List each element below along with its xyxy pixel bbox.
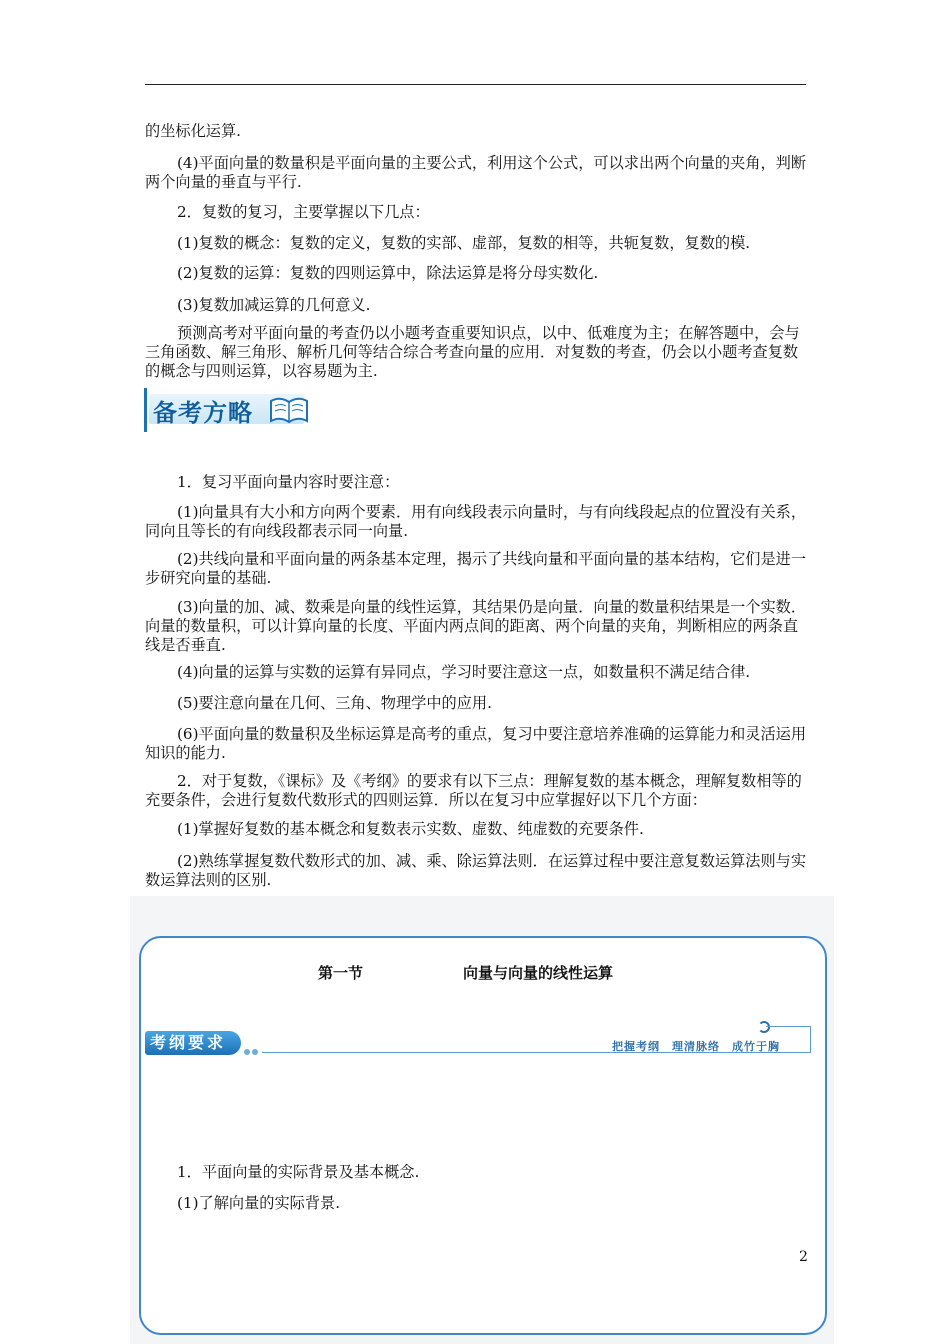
paragraph: (2)共线向量和平面向量的两条基本定理，揭示了共线向量和平面向量的基本结构，它们是进一步研究向量的基础. (145, 550, 807, 587)
paragraph: 预测高考对平面向量的考查仍以小题考查重要知识点，以中、低难度为主；在解答题中，会与三角函数、解三角形、解析几何等结合综合考查向量的应用．对复数的考查，仍会以小题考查复数的概念与四则运算，以容易题为主. (145, 324, 800, 380)
paragraph: 2．对于复数，《课标》及《考纲》的要求有以下三点：理解复数的基本概念，理解复数相等的充要条件，会进行复数代数形式的四则运算．所以在复习中应掌握好以下几个方面： (145, 772, 802, 809)
label-dots (244, 1040, 260, 1059)
paragraph: (4)向量的运算与实数的运算有异同点，学习时要注意这一点，如数量积不满足结合律. (177, 663, 751, 681)
paragraph: (3)复数加减运算的几何意义. (177, 296, 371, 314)
syllabus-slogan: 把握考纲 理清脉络 成竹于胸 (612, 1040, 780, 1053)
paragraph: (1)掌握好复数的基本概念和复数表示实数、虚数、纯虚数的充要条件. (177, 820, 644, 838)
paragraph: (6)平面向量的数量积及坐标运算是高考的重点，复习中要注意培养准确的运算能力和灵活运用知识的能力. (145, 725, 807, 762)
open-book-icon (268, 392, 310, 426)
paragraph: (1)复数的概念：复数的定义，复数的实部、虚部，复数的相等，共轭复数，复数的模. (177, 234, 751, 252)
paragraph: 1．平面向量的实际背景及基本概念. (177, 1163, 420, 1181)
section-title: 向量与向量的线性运算 (463, 964, 614, 982)
banner-title: 备考方略 (153, 399, 253, 427)
paragraph: (2)复数的运算：复数的四则运算中，除法运算是将分母实数化. (177, 264, 599, 282)
paragraph: 1．复习平面向量内容时要注意： (177, 473, 400, 491)
paragraph: (2)熟练掌握复数代数形式的加、减、乘、除运算法则．在运算过程中要注意复数运算法则与实数运算法则的区别. (145, 852, 807, 889)
syllabus-label: 考纲要求 (145, 1031, 241, 1055)
strategy-banner (144, 386, 314, 434)
header-rule (145, 84, 806, 85)
banner-accent-bar (144, 388, 147, 432)
paragraph: (5)要注意向量在几何、三角、物理学中的应用. (177, 694, 492, 712)
paragraph: 的坐标化运算. (145, 122, 241, 140)
paragraph: (1)向量具有大小和方向两个要素．用有向线段表示向量时，与有向线段起点的位置没有关系，同向且等长的有向线段都表示同一向量. (145, 503, 807, 540)
paragraph: (4)平面向量的数量积是平面向量的主要公式，利用这个公式，可以求出两个向量的夹角，判断两个向量的垂直与平行. (145, 154, 807, 191)
paragraph: (1)了解向量的实际背景. (177, 1194, 341, 1212)
paragraph: (3)向量的加、减、数乘是向量的线性运算，其结果仍是向量．向量的数量积结果是一个实数．向量的数量积，可以计算向量的长度、平面内两点间的距离、两个向量的夹角，判断相应的两条直线是否垂直. (145, 598, 807, 654)
section-number: 第一节 (318, 964, 364, 982)
section-frame (139, 936, 827, 1335)
paragraph: 2．复数的复习，主要掌握以下几点： (177, 203, 430, 221)
page-number: 2 (799, 1249, 808, 1265)
